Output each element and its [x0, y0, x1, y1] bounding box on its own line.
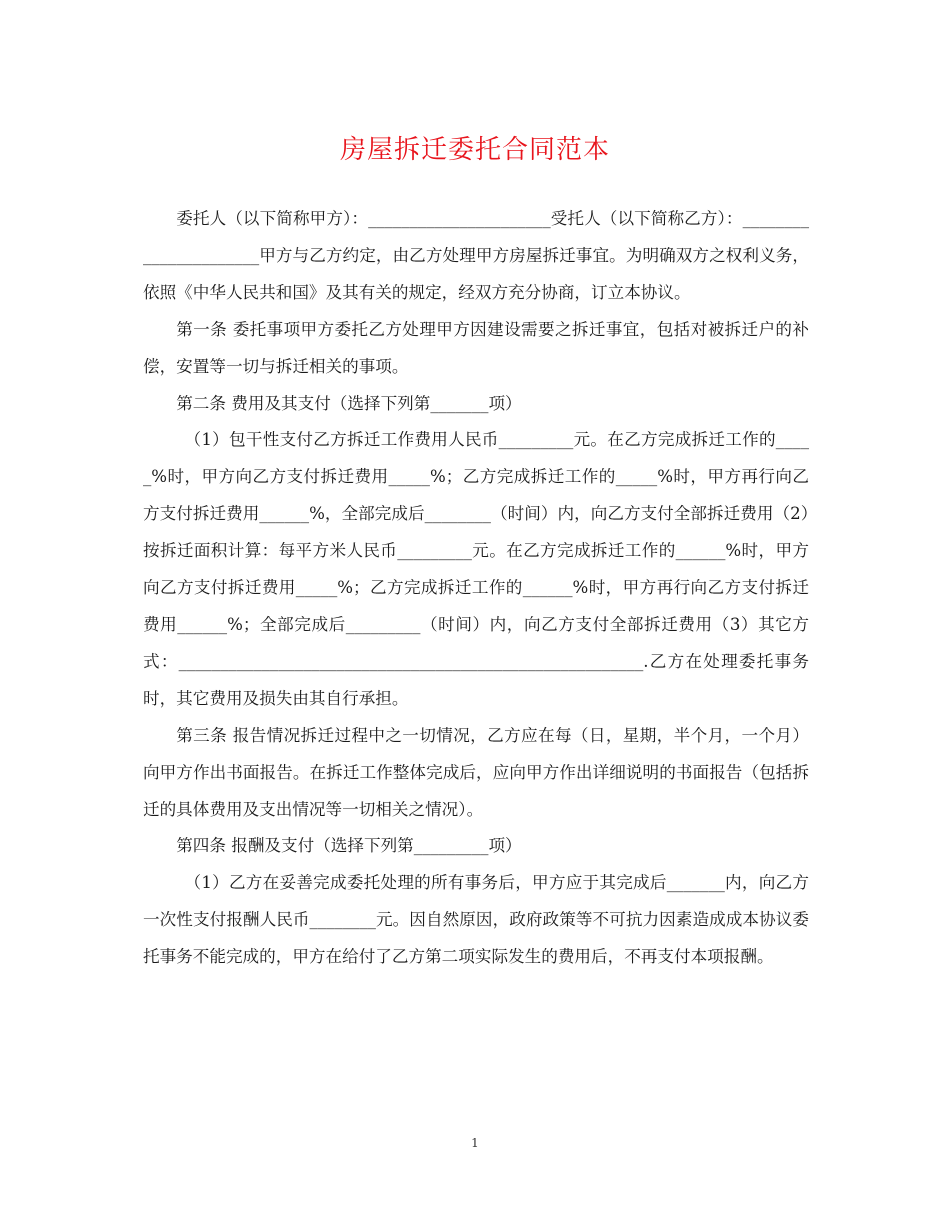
document-title: 房屋拆迁委托合同范本: [339, 135, 610, 165]
paragraph-article-1: 第一条 委托事项甲方委托乙方处理甲方因建设需要之拆迁事宜，包括对被拆迁户的补偿，安置等一切与拆迁相关的事项。: [143, 319, 809, 376]
paragraph-article-2-heading: 第二条 费用及其支付（选择下列第_______项）: [176, 393, 522, 413]
paragraph-article-4-detail: （1）乙方在妥善完成委托处理的所有事务后，甲方应于其完成后_______内，向乙方一次性支付报酬人民币________元。因自然原因，政府政策等不可抗力因素造成成本协议委托事务不能完成的，甲方在给付了乙方第二项实际发生的费用后，不再支付本项报酬。: [143, 873, 809, 967]
paragraph-article-4-heading: 第四条 报酬及支付（选择下列第_________项）: [176, 836, 522, 856]
paragraph-article-2-detail: （1）包干性支付乙方拆迁工作费用人民币_________元。在乙方完成拆迁工作的_____%时，甲方向乙方支付拆迁费用_____%；乙方完成拆迁工作的_____%时，甲方再行向乙方支付拆迁费用______%，全部完成后________（时间）内，向乙方支付全部拆迁费用（2）按拆迁面积计算：每平方米人民币_________元。在乙方完成拆迁工作的______%时，甲方向乙方支付拆迁费用_____%；乙方完成拆迁工作的______%时，甲方再行向乙方支付拆迁费用______%；全部完成后_________（时间）内，向乙方支付全部拆迁费用（3）其它方式：________________________________________________________.乙方在处理委托事务时，其它费用及损失由其自行承担。: [143, 430, 809, 708]
paragraph-article-3: 第三条 报告情况拆迁过程中之一切情况，乙方应在每（日，星期，半个月，一个月）向甲方作出书面报告。在拆迁工作整体完成后，应向甲方作出详细说明的书面报告（包括拆迁的具体费用及支出情况等一切相关之情况）。: [143, 725, 809, 819]
paragraph-preamble: 委托人（以下简称甲方）：______________________受托人（以下简称乙方）：______________________甲方与乙方约定，由乙方处理甲方房屋拆迁事宜。为明确双方之权利义务，依照《中华人民共和国》及其有关的规定，经双方充分协商，订立本协议。: [143, 209, 809, 302]
page-number: 1: [471, 1136, 479, 1150]
document-body: [143, 201, 809, 976]
